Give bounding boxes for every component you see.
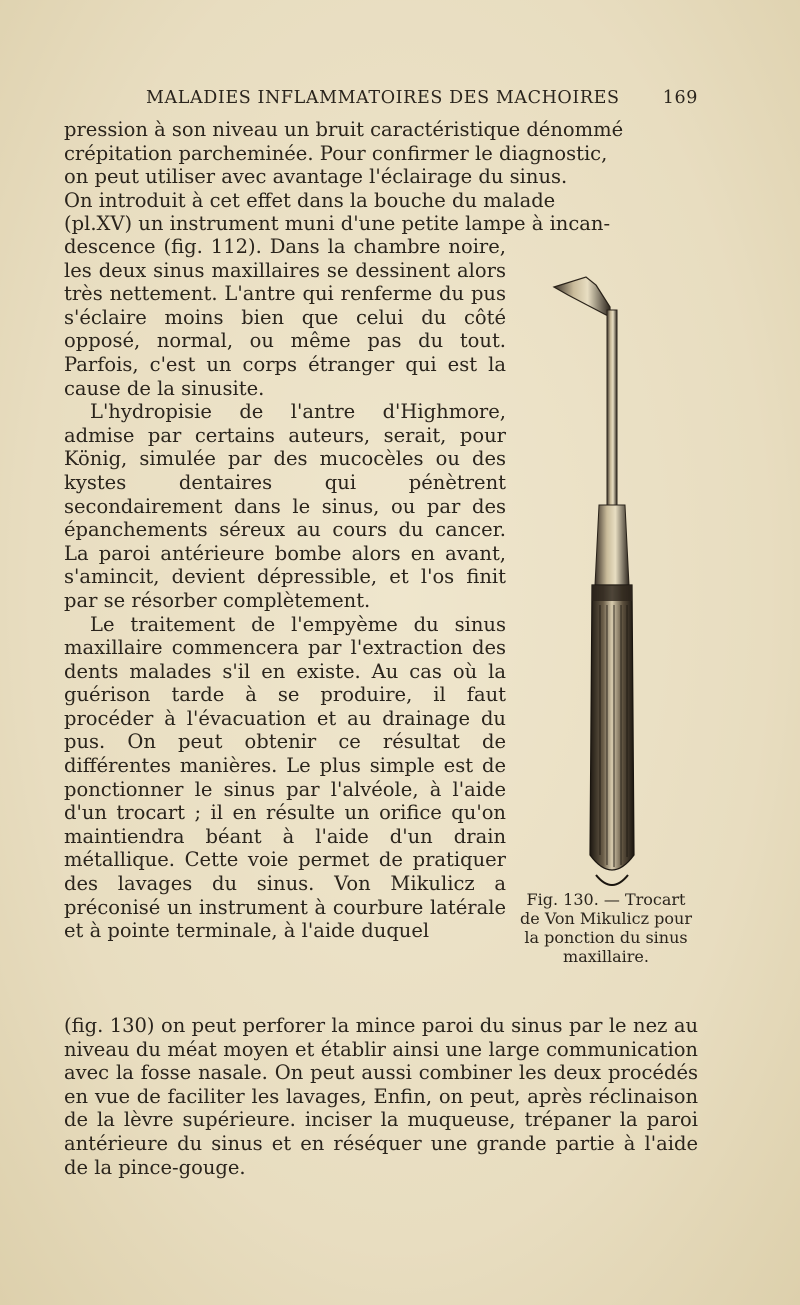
text-line: On introduit à cet effet dans la bouche du malade [64,188,556,212]
wrapped-text-column [64,235,506,943]
text-line: on peut utiliser avec avantage l'éclairage du sinus. [64,165,568,189]
paragraph-3-continued-block [64,1014,698,1179]
text-line: pression à son niveau un bruit caractéristique dénommé [64,118,624,141]
running-title: MALADIES INFLAMMATOIRES DES MACHOIRES [146,88,620,108]
text-line: (pl.XV) un instrument muni d'une petite lampe à incan- [64,212,611,236]
text-line: crépitation parcheminée. Pour confirmer le diagnostic, [64,141,608,165]
paragraph-3: Le traitement de l'empyème du sinus maxillaire commencera par l'extraction des dents malades s'il en existe. Au cas où la guérison tarde à se produire, il faut procéder à l'évacuation et au drainage du pus. On peut obtenir ce résultat de différentes manières. Le plus simple est de ponctionner le sinus par l'alvéole, à l'aide d'un trocart ; il en résulte un orifice qu'on maintiendra béant à l'aide d'un drain métallique. Cette voie permet de pratiquer des lavages du sinus. Von Mikulicz a préconisé un instrument à courbure latérale et à pointe terminale, à l'aide duquel [64,612,506,943]
caption-text: Fig. 130. — Trocart de Von Mikulicz pour la ponction du sinus maxillaire. [520,890,692,966]
trocar-illustration [552,255,662,895]
paragraph-1-continued: descence (fig. 112). Dans la chambre noire, les deux sinus maxillaires se dessinent alors très nettement. L'antre qui renferme du pus s'éclaire moins bien que celui du côté opposé, normal, ou même pas du tout. Parfois, c'est un corps étranger qui est la cause de la sinusite. [64,235,506,400]
running-header [146,88,698,108]
paragraph-3-continued: (fig. 130) on peut perforer la mince paroi du sinus par le nez au niveau du méat moyen et établir ainsi une large communication avec la fosse nasale. On peut aussi combiner les deux procédés en vue de faciliter les lavages, Enfin, on peut, après réclinaison de la lèvre supérieure. inciser la muqueuse, trépaner la paroi antérieure du sinus et en réséquer une grande partie à l'aide de la pince-gouge. [64,1014,698,1179]
paragraph-2: L'hydropisie de l'antre d'Highmore, admise par certains auteurs, serait, pour König, simulée par des mucocèles ou des kystes dentaires qui pénètrent secondairement dans le sinus, ou par des épanchements séreux au cours du cancer. La paroi antérieure bombe alors en avant, s'amincit, devient dépressible, et l'os finit par se résorber complètement. [64,400,506,612]
figure-caption [520,890,692,966]
page-number: 169 [662,88,698,108]
paragraph-1-lines [64,118,698,236]
